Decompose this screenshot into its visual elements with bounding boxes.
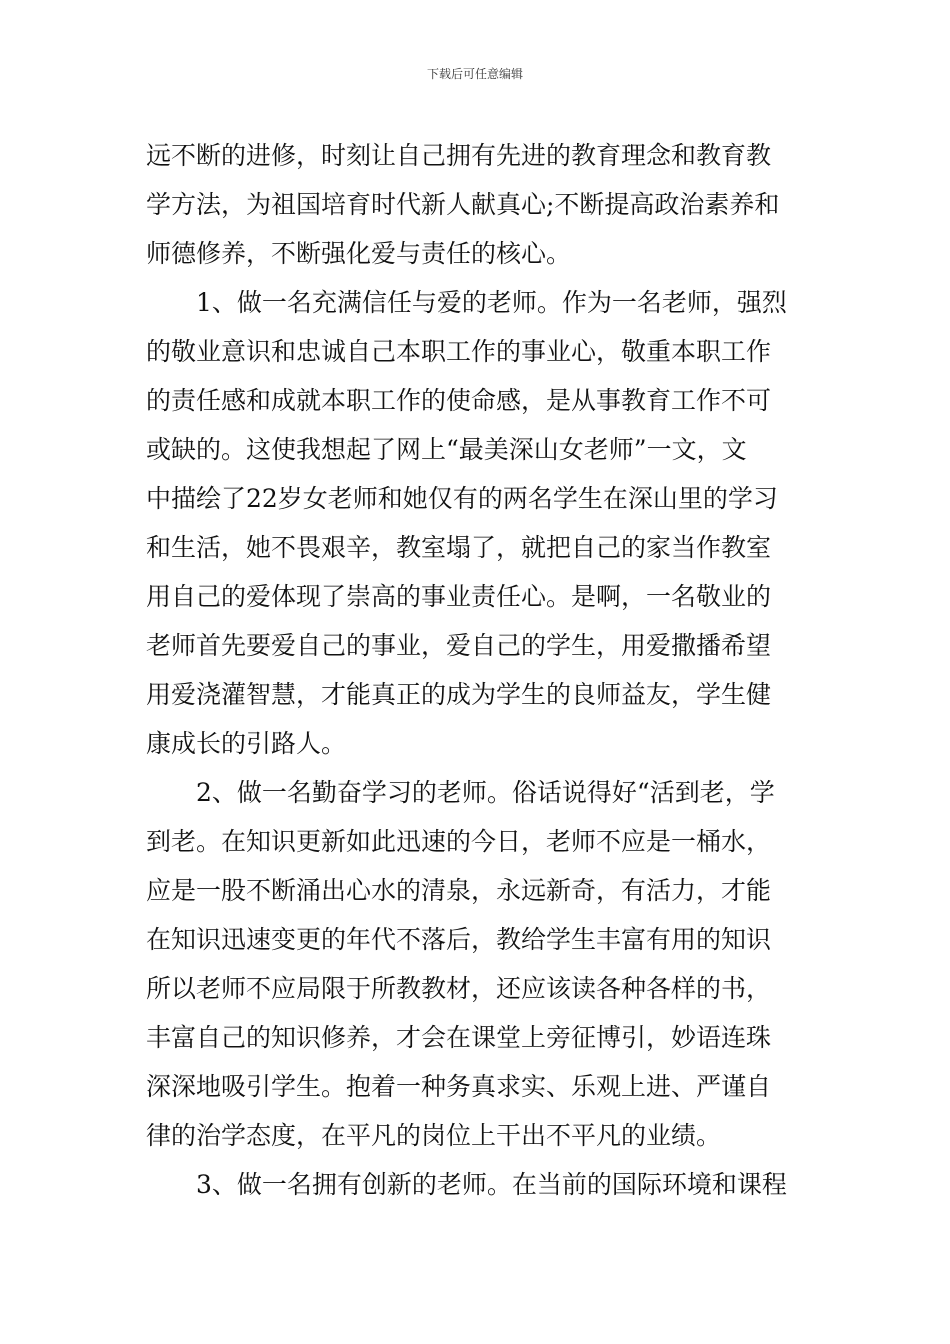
text-line: 用爱浇灌智慧，才能真正的成为学生的良师益友，学生健 <box>146 680 772 709</box>
text-line: 所以老师不应局限于所教教材，还应该读各种各样的书， <box>146 974 772 1003</box>
text-line: 康成长的引路人。 <box>146 729 347 758</box>
text-line: 2、做一名勤奋学习的老师。俗话说得好“活到老，学 <box>196 778 775 807</box>
text-line: 中描绘了22岁女老师和她仅有的两名学生在深山里的学习 <box>146 484 778 513</box>
text-line: 或缺的。这使我想起了网上“最美深山女老师”一文，文 <box>146 435 747 464</box>
text-line: 学方法，为祖国培育时代新人献真心;不断提高政治素养和 <box>146 190 780 219</box>
text-line: 的敬业意识和忠诚自己本职工作的事业心，敬重本职工作 <box>146 337 772 366</box>
text-line: 到老。在知识更新如此迅速的今日，老师不应是一桶水， <box>146 827 772 856</box>
text-line: 师德修养，不断强化爱与责任的核心。 <box>146 239 572 268</box>
text-line: 用自己的爱体现了崇高的事业责任心。是啊，一名敬业的 <box>146 582 772 611</box>
text-line: 老师首先要爱自己的事业，爱自己的学生，用爱撒播希望 <box>146 631 772 660</box>
text-line: 应是一股不断涌出心水的清泉，永远新奇，有活力，才能 <box>146 876 772 905</box>
text-line: 深深地吸引学生。抱着一种务真求实、乐观上进、严谨自 <box>146 1072 772 1101</box>
text-line: 的责任感和成就本职工作的使命感，是从事教育工作不可 <box>146 386 772 415</box>
text-line: 远不断的进修，时刻让自己拥有先进的教育理念和教育教 <box>146 141 772 170</box>
text-line: 在知识迅速变更的年代不落后，教给学生丰富有用的知识 <box>146 925 772 954</box>
text-line: 丰富自己的知识修养，才会在课堂上旁征博引，妙语连珠 <box>146 1023 772 1052</box>
text-line: 和生活，她不畏艰辛，教室塌了，就把自己的家当作教室 <box>146 533 772 562</box>
text-line: 1、做一名充满信任与爱的老师。作为一名老师，强烈 <box>196 288 787 317</box>
text-line: 律的治学态度，在平凡的岗位上干出不平凡的业绩。 <box>146 1121 722 1150</box>
document-body <box>146 131 810 1209</box>
text-line: 3、做一名拥有创新的老师。在当前的国际环境和课程 <box>196 1170 787 1199</box>
page-header: 下载后可任意编辑 <box>426 67 523 81</box>
